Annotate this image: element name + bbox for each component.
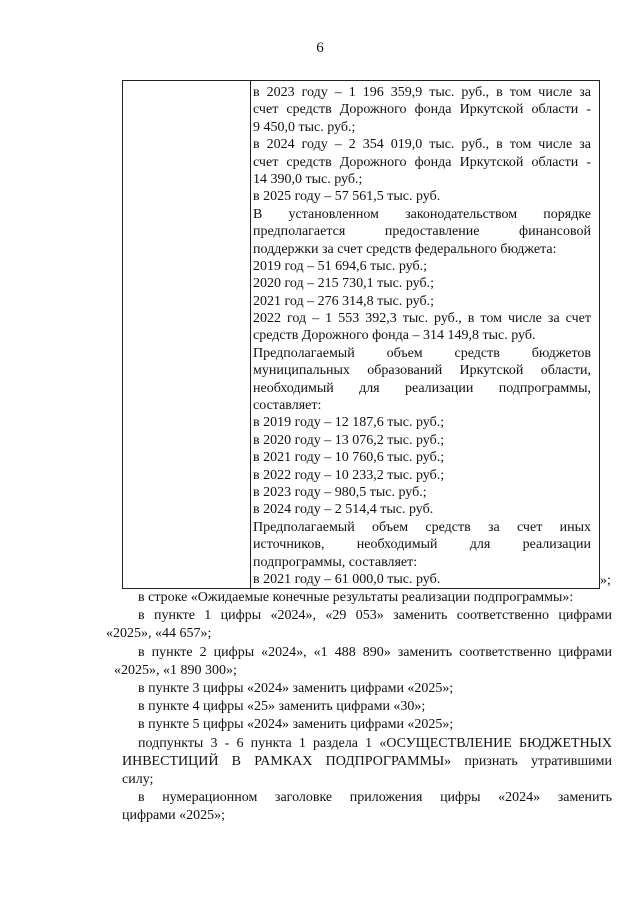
funding-text-cell bbox=[253, 84, 591, 588]
table-cell-line: 2022 год – 1 553 392,3 тыс. руб., в том числе за счет bbox=[253, 311, 591, 327]
table-cell-line: 2021 год – 276 314,8 тыс. руб.; bbox=[253, 293, 434, 309]
body-line: ИНВЕСТИЦИЙ В РАМКАХ ПОДПРОГРАММЫ» признать утратившими bbox=[122, 753, 612, 769]
table-cell-line: в 2023 году – 980,5 тыс. руб.; bbox=[253, 484, 427, 500]
table-cell-line: в 2022 году – 10 233,2 тыс. руб.; bbox=[253, 467, 445, 483]
body-line: в строке «Ожидаемые конечные результаты реализации подпрограммы»: bbox=[138, 590, 574, 605]
body-line: подпункты 3 - 6 пункта 1 раздела 1 «ОСУЩЕСТВЛЕНИЕ БЮДЖЕТНЫХ bbox=[138, 735, 612, 751]
body-line: в пункте 2 цифры «2024», «1 488 890» заменить соответственно цифрами bbox=[138, 644, 612, 660]
body-line: в пункте 5 цифры «2024» заменить цифрами «2025»; bbox=[138, 717, 454, 733]
body-line: в пункте 3 цифры «2024» заменить цифрами «2025»; bbox=[138, 680, 454, 696]
table-cell-line: 2019 год – 51 694,6 тыс. руб.; bbox=[253, 258, 427, 274]
table-cell-line: в 2019 году – 12 187,6 тыс. руб.; bbox=[253, 415, 445, 431]
table-cell-line: необходимый для реализации подпрограммы, bbox=[253, 380, 591, 396]
table-cell-line: составляет: bbox=[253, 398, 322, 414]
closing-quote: »; bbox=[600, 573, 611, 588]
body-line: в нумерационном заголовке приложения цифры «2024» заменить bbox=[138, 790, 612, 806]
table-cell-line: предполагается предоставление финансовой bbox=[253, 224, 591, 240]
body-line: в пункте 4 цифры «25» заменить цифрами «30»; bbox=[138, 699, 426, 715]
body-line: «2025», «1 890 300»; bbox=[114, 662, 237, 678]
table-cell-line: 2020 год – 215 730,1 тыс. руб.; bbox=[253, 276, 434, 292]
table-column-divider bbox=[250, 81, 251, 588]
body-line: в пункте 1 цифры «2024», «29 053» заменить соответственно цифрами bbox=[138, 608, 612, 624]
table-cell-line: Предполагаемый объем средств бюджетов bbox=[253, 345, 591, 361]
amendment-table bbox=[122, 80, 600, 589]
table-cell-line: в 2021 году – 61 000,0 тыс. руб. bbox=[253, 571, 441, 587]
table-cell-line: счет средств Дорожного фонда Иркутской области - bbox=[253, 102, 591, 118]
table-cell-line: в 2025 году – 57 561,5 тыс. руб. bbox=[253, 189, 441, 205]
table-cell-line: в 2024 году – 2 354 019,0 тыс. руб., в том числе за bbox=[253, 137, 591, 153]
table-cell-line: источников, необходимый для реализации bbox=[253, 537, 591, 553]
table-cell-line: поддержки за счет средств федерального бюджета: bbox=[253, 241, 557, 257]
body-line: цифрами «2025»; bbox=[122, 808, 226, 824]
table-cell-line: В установленном законодательством порядке bbox=[253, 206, 591, 222]
table-cell-line: в 2023 году – 1 196 359,9 тыс. руб., в том числе за bbox=[253, 85, 591, 100]
table-cell-line: в 2021 году – 10 760,6 тыс. руб.; bbox=[253, 450, 445, 466]
body-line: «2025», «44 657»; bbox=[106, 626, 212, 642]
table-cell-line: Предполагаемый объем средств за счет иных bbox=[253, 519, 591, 535]
body-line: силу; bbox=[122, 771, 154, 787]
table-cell-line: счет средств Дорожного фонда Иркутской области - bbox=[253, 154, 591, 170]
table-cell-line: в 2020 году – 13 076,2 тыс. руб.; bbox=[253, 432, 445, 448]
table-cell-line: 9 450,0 тыс. руб.; bbox=[253, 119, 356, 135]
table-cell-line: муниципальных образований Иркутской области, bbox=[253, 363, 591, 379]
table-cell-line: в 2024 году – 2 514,4 тыс. руб. bbox=[253, 502, 434, 518]
table-cell-line: 14 390,0 тыс. руб.; bbox=[253, 171, 363, 187]
page-number: 6 bbox=[316, 40, 324, 56]
body-text bbox=[106, 589, 612, 825]
table-cell-line: подпрограммы, составляет: bbox=[253, 554, 418, 570]
table-cell-line: средств Дорожного фонда – 314 149,8 тыс. руб. bbox=[253, 328, 536, 344]
